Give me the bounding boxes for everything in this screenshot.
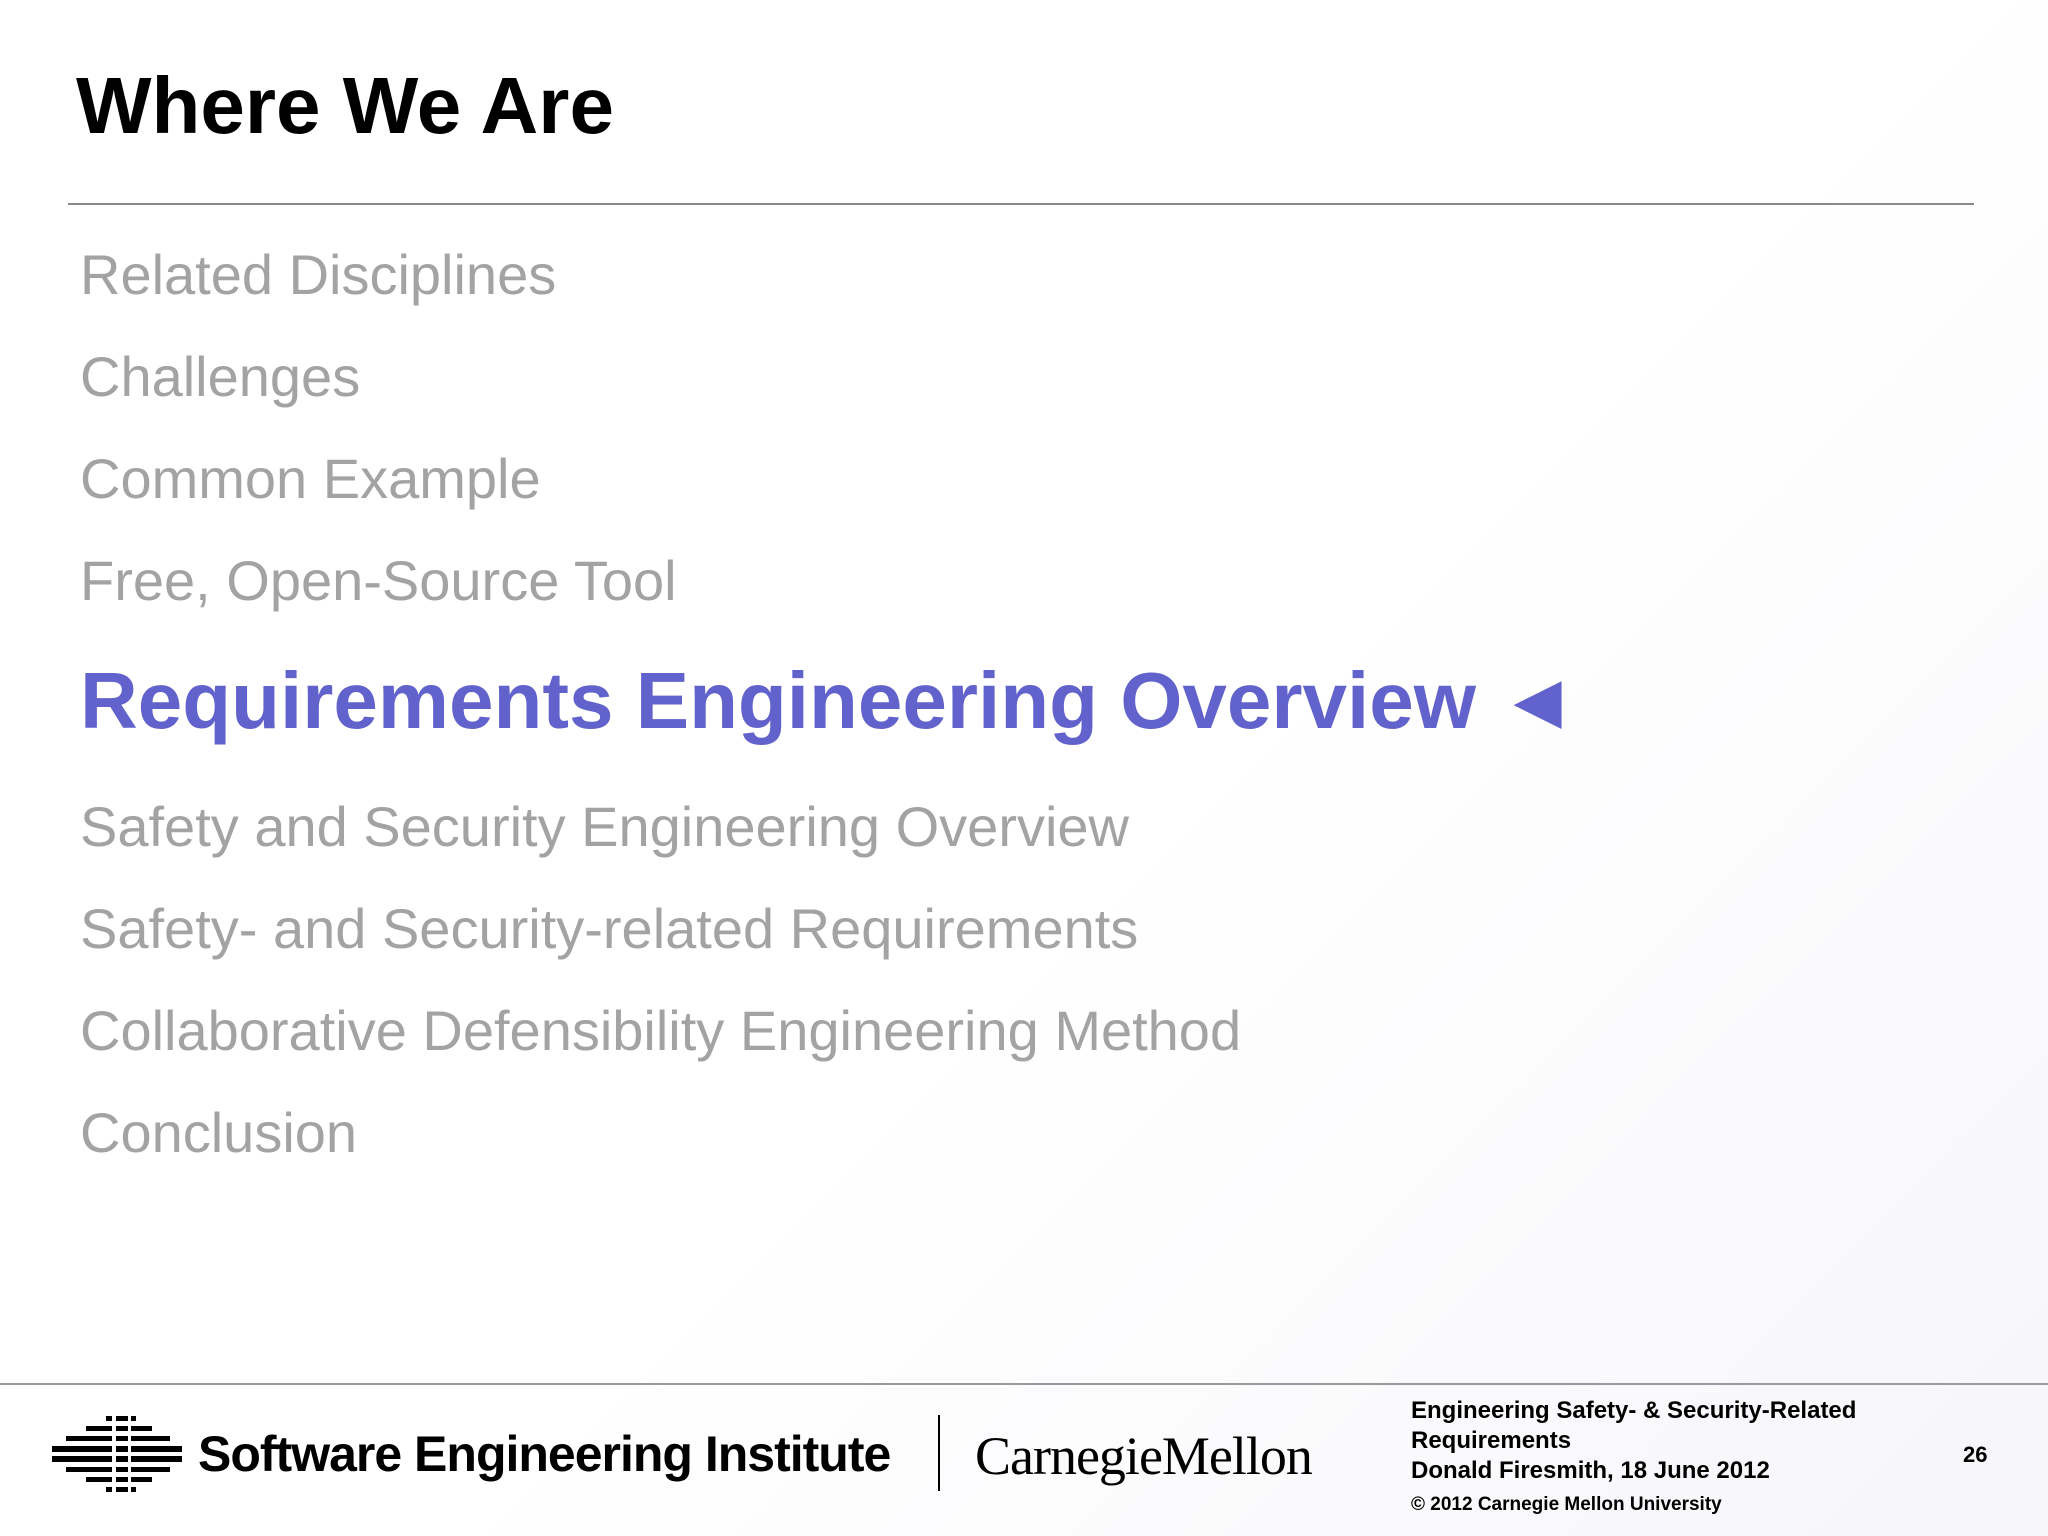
- agenda-item-safety-security-related-requirements: Safety- and Security-related Requirements: [80, 897, 1139, 960]
- agenda-item-challenges: Challenges: [80, 345, 361, 408]
- author-date: Donald Firesmith, 18 June 2012: [1411, 1457, 1770, 1484]
- presentation-title-line2: Requirements: [1411, 1427, 1572, 1454]
- sei-logo-icon: [52, 1414, 184, 1494]
- agenda-item-common-example: Common Example: [80, 447, 541, 510]
- page-number: 26: [1963, 1442, 1988, 1467]
- copyright-notice: © 2012 Carnegie Mellon University: [1411, 1494, 1722, 1515]
- cmu-wordmark: CarnegieMellon: [975, 1426, 1312, 1486]
- title-divider: [68, 203, 1974, 205]
- agenda-item-conclusion: Conclusion: [80, 1101, 358, 1164]
- agenda-item-collaborative-defensibility-method: Collaborative Defensibility Engineering Method: [80, 999, 1242, 1062]
- agenda-item-requirements-engineering-overview: [80, 656, 1578, 745]
- sei-wordmark: Software Engineering Institute: [198, 1426, 891, 1482]
- agenda-item-label: Requirements Engineering Overview: [80, 656, 1476, 745]
- logo-divider: [938, 1415, 940, 1491]
- presentation-title-line1: Engineering Safety- & Security-Related: [1411, 1397, 1857, 1424]
- slide-title: Where We Are: [76, 61, 614, 150]
- presentation-info: [1411, 1396, 1931, 1486]
- current-section-arrow-icon: ◄: [1497, 656, 1578, 745]
- agenda-item-related-disciplines: Related Disciplines: [80, 243, 557, 306]
- agenda-item-safety-security-engineering-overview: Safety and Security Engineering Overview: [80, 795, 1129, 858]
- agenda-item-free-open-source-tool: Free, Open-Source Tool: [80, 549, 677, 612]
- footer-divider: [0, 1383, 2048, 1385]
